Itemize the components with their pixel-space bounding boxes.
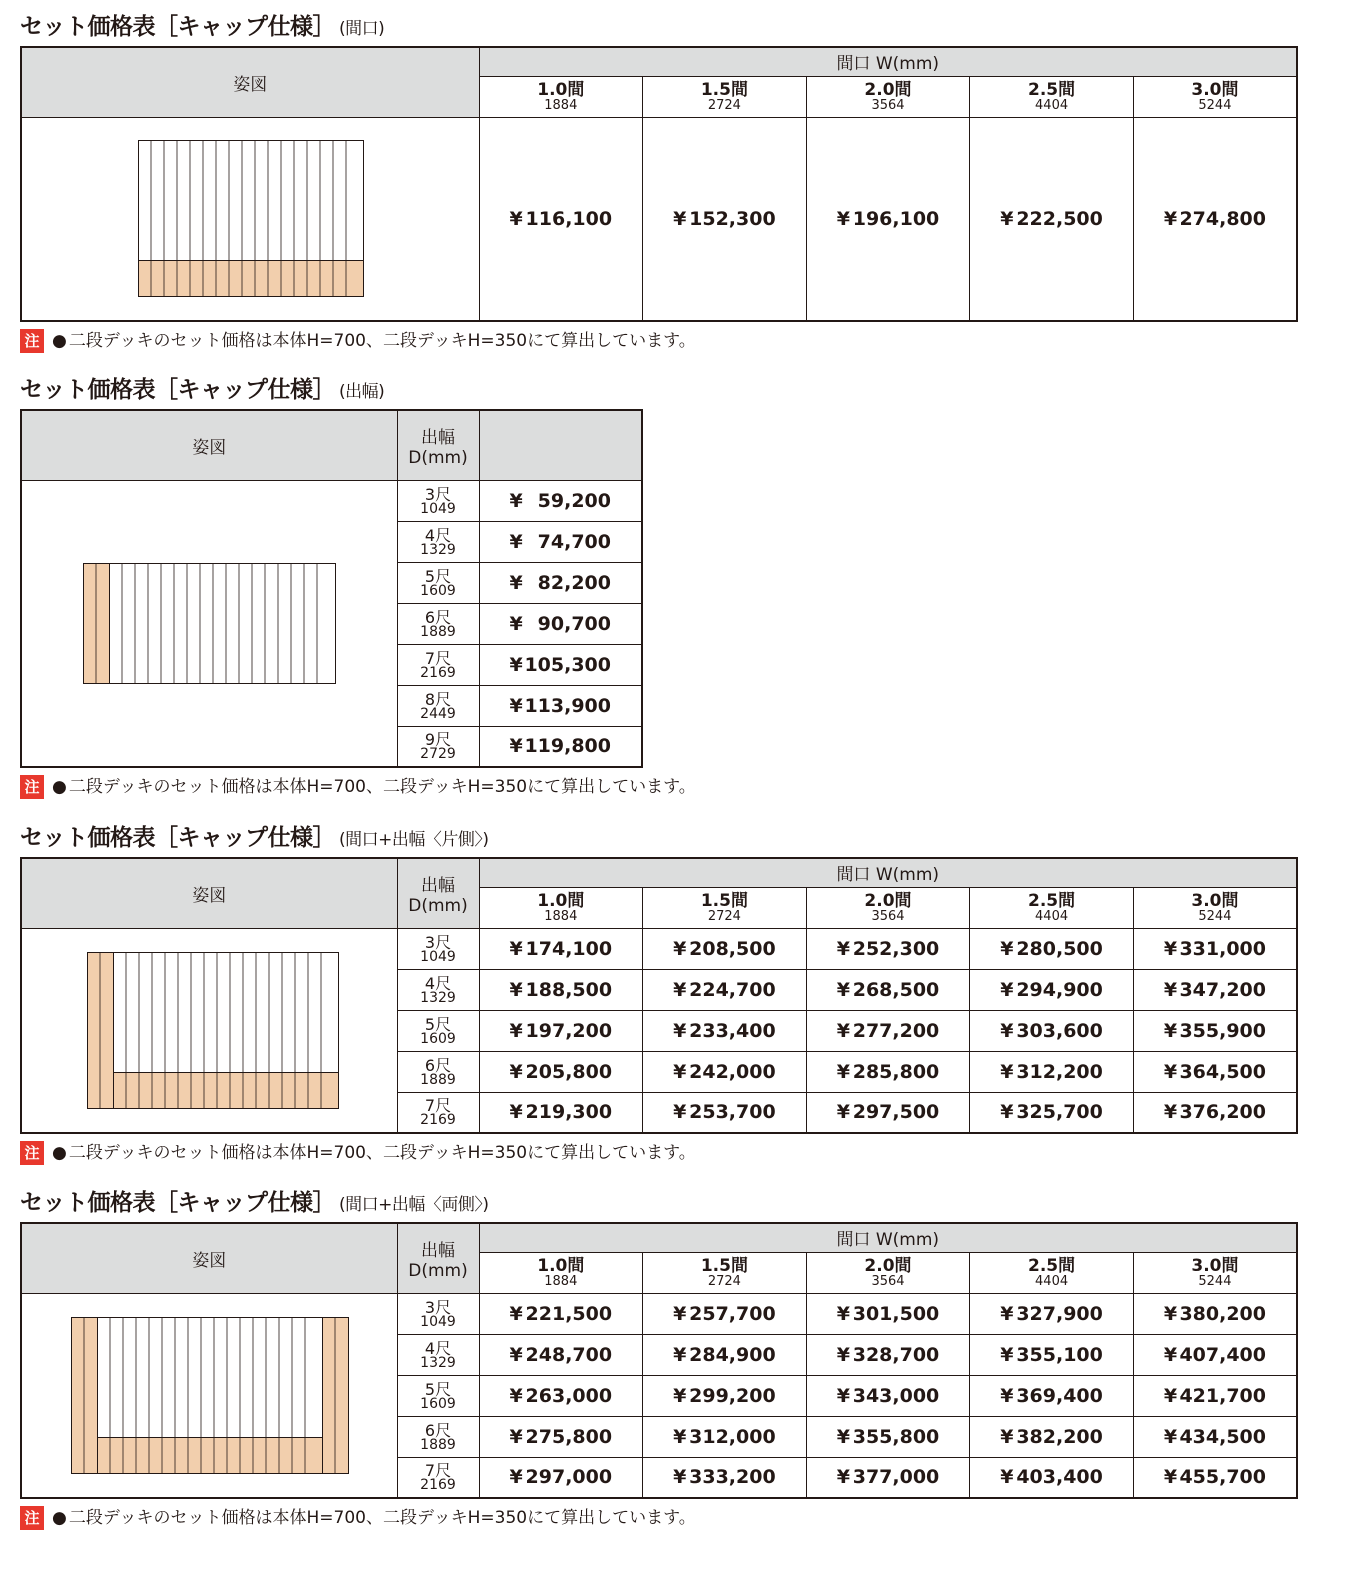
price-cell: ¥ 90,700 — [479, 603, 642, 644]
figure-header: 姿図 — [21, 1223, 397, 1293]
depth-label: 3尺 1049 — [397, 480, 479, 521]
width-col-header: 1.0間 1884 — [479, 887, 643, 928]
width-col-header: 2.0間 3564 — [806, 887, 970, 928]
width-col-header: 2.5間 4404 — [970, 76, 1134, 117]
section-title: セット価格表［キャップ仕様］ (間口) — [20, 14, 385, 40]
price-cell: ¥ 284,900 — [643, 1334, 807, 1375]
price-cell: ¥ 174,100 — [479, 928, 643, 969]
price-cell: ¥ 434,500 — [1133, 1416, 1297, 1457]
price-cell: ¥ 263,000 — [479, 1375, 643, 1416]
price-cell: ¥ 325,700 — [970, 1092, 1134, 1133]
note-mark: 注 — [20, 1141, 44, 1165]
price-cell: ¥ 380,200 — [1133, 1293, 1297, 1334]
depth-header: 出幅 D(mm) — [397, 858, 479, 928]
width-col-header: 3.0間 5244 — [1133, 887, 1297, 928]
width-col-header: 3.0間 5244 — [1133, 76, 1297, 117]
price-cell: ¥ 297,000 — [479, 1457, 643, 1498]
width-col-header: 1.0間 1884 — [479, 1252, 643, 1293]
note-mark: 注 — [20, 1506, 44, 1530]
price-cell: ¥ 119,800 — [479, 726, 642, 767]
price-cell: ¥ 333,200 — [643, 1457, 807, 1498]
price-cell: ¥ 252,300 — [806, 928, 970, 969]
width-col-header: 1.0間 1884 — [479, 76, 643, 117]
price-cell: ¥ 377,000 — [806, 1457, 970, 1498]
price-cell: ¥ 294,900 — [970, 969, 1134, 1010]
price-header — [479, 410, 642, 480]
figure-cell — [21, 480, 397, 767]
note: 注 ● 二段デッキのセット価格は本体H=700、二段デッキH=350にて算出しています。 — [20, 774, 696, 800]
depth-label: 4尺 1329 — [397, 969, 479, 1010]
depth-header: 出幅 D(mm) — [397, 410, 479, 480]
price-cell: ¥ 407,400 — [1133, 1334, 1297, 1375]
note: 注 ● 二段デッキのセット価格は本体H=700、二段デッキH=350にて算出しています。 — [20, 1140, 1298, 1166]
deck-diagram-icon — [71, 1317, 349, 1474]
figure-cell — [21, 1293, 397, 1498]
section-title: セット価格表［キャップ仕様］ (間口+出幅〈両側〉) — [20, 1190, 489, 1216]
price-cell: ¥ 355,800 — [806, 1416, 970, 1457]
price-cell: ¥ 275,800 — [479, 1416, 643, 1457]
price-cell: ¥ 222,500 — [970, 117, 1134, 321]
width-col-header: 1.5間 2724 — [643, 76, 807, 117]
price-cell: ¥ 327,900 — [970, 1293, 1134, 1334]
price-cell: ¥ 312,000 — [643, 1416, 807, 1457]
price-cell: ¥ 196,100 — [806, 117, 970, 321]
depth-label: 6尺 1889 — [397, 1051, 479, 1092]
price-cell: ¥ 297,500 — [806, 1092, 970, 1133]
depth-label: 7尺 2169 — [397, 644, 479, 685]
price-cell: ¥ 299,200 — [643, 1375, 807, 1416]
price-cell: ¥ 285,800 — [806, 1051, 970, 1092]
width-header: 間口 W(mm) — [479, 1223, 1297, 1252]
note-mark: 注 — [20, 775, 44, 799]
section-width-depth-one-side-table — [20, 821, 1298, 1166]
depth-label: 3尺 1049 — [397, 928, 479, 969]
price-cell: ¥ 268,500 — [806, 969, 970, 1010]
price-cell: ¥ 221,500 — [479, 1293, 643, 1334]
section-title: セット価格表［キャップ仕様］ (間口+出幅〈片側〉) — [20, 825, 489, 851]
price-cell: ¥ 257,700 — [643, 1293, 807, 1334]
price-cell: ¥ 455,700 — [1133, 1457, 1297, 1498]
width-col-header: 3.0間 5244 — [1133, 1252, 1297, 1293]
depth-label: 8尺 2449 — [397, 685, 479, 726]
price-cell: ¥ 208,500 — [643, 928, 807, 969]
price-cell: ¥ 82,200 — [479, 562, 642, 603]
price-cell: ¥ 205,800 — [479, 1051, 643, 1092]
price-cell: ¥ 116,100 — [479, 117, 643, 321]
price-cell: ¥ 343,000 — [806, 1375, 970, 1416]
deck-diagram-icon — [87, 952, 339, 1109]
price-cell: ¥ 301,500 — [806, 1293, 970, 1334]
section-title: セット価格表［キャップ仕様］ (出幅) — [20, 377, 385, 403]
width-col-header: 2.0間 3564 — [806, 1252, 970, 1293]
depth-label: 6尺 1889 — [397, 1416, 479, 1457]
width-col-header: 2.0間 3564 — [806, 76, 970, 117]
price-cell: ¥ 382,200 — [970, 1416, 1134, 1457]
price-table — [20, 409, 643, 768]
depth-label: 3尺 1049 — [397, 1293, 479, 1334]
price-cell: ¥ 152,300 — [643, 117, 807, 321]
price-cell: ¥ 233,400 — [643, 1010, 807, 1051]
price-cell: ¥ 188,500 — [479, 969, 643, 1010]
depth-label: 7尺 2169 — [397, 1457, 479, 1498]
price-cell: ¥ 105,300 — [479, 644, 642, 685]
price-cell: ¥ 242,000 — [643, 1051, 807, 1092]
price-cell: ¥ 403,400 — [970, 1457, 1134, 1498]
price-cell: ¥ 355,100 — [970, 1334, 1134, 1375]
depth-label: 6尺 1889 — [397, 603, 479, 644]
figure-header: 姿図 — [21, 47, 479, 117]
depth-label: 5尺 1609 — [397, 1010, 479, 1051]
price-cell: ¥ 347,200 — [1133, 969, 1297, 1010]
price-table — [20, 46, 1298, 322]
width-header: 間口 W(mm) — [479, 858, 1297, 887]
price-cell: ¥ 280,500 — [970, 928, 1134, 969]
price-cell: ¥ 312,200 — [970, 1051, 1134, 1092]
price-cell: ¥ 355,900 — [1133, 1010, 1297, 1051]
price-cell: ¥ 303,600 — [970, 1010, 1134, 1051]
note: 注 ● 二段デッキのセット価格は本体H=700、二段デッキH=350にて算出しています。 — [20, 1505, 1298, 1531]
section-depth-table — [20, 373, 696, 800]
price-cell: ¥ 364,500 — [1133, 1051, 1297, 1092]
price-cell: ¥ 369,400 — [970, 1375, 1134, 1416]
depth-label: 5尺 1609 — [397, 1375, 479, 1416]
depth-label: 7尺 2169 — [397, 1092, 479, 1133]
note-mark: 注 — [20, 329, 44, 353]
figure-cell — [21, 117, 479, 321]
width-col-header: 1.5間 2724 — [643, 887, 807, 928]
price-cell: ¥ 224,700 — [643, 969, 807, 1010]
price-cell: ¥ 248,700 — [479, 1334, 643, 1375]
price-cell: ¥ 331,000 — [1133, 928, 1297, 969]
figure-header: 姿図 — [21, 858, 397, 928]
price-cell: ¥ 376,200 — [1133, 1092, 1297, 1133]
note: 注 ● 二段デッキのセット価格は本体H=700、二段デッキH=350にて算出しています。 — [20, 328, 1298, 354]
deck-diagram-icon — [138, 140, 364, 297]
width-col-header: 2.5間 4404 — [970, 1252, 1134, 1293]
price-cell: ¥ 253,700 — [643, 1092, 807, 1133]
depth-label: 5尺 1609 — [397, 562, 479, 603]
depth-label: 9尺 2729 — [397, 726, 479, 767]
depth-label: 4尺 1329 — [397, 1334, 479, 1375]
width-header: 間口 W(mm) — [479, 47, 1297, 76]
price-cell: ¥ 59,200 — [479, 480, 642, 521]
price-table — [20, 1222, 1298, 1499]
width-col-header: 2.5間 4404 — [970, 887, 1134, 928]
width-col-header: 1.5間 2724 — [643, 1252, 807, 1293]
price-cell: ¥ 277,200 — [806, 1010, 970, 1051]
deck-diagram-icon — [83, 563, 336, 684]
price-cell: ¥ 421,700 — [1133, 1375, 1297, 1416]
section-width-table — [20, 10, 1298, 354]
figure-header: 姿図 — [21, 410, 397, 480]
price-cell: ¥ 197,200 — [479, 1010, 643, 1051]
price-cell: ¥ 274,800 — [1133, 117, 1297, 321]
price-cell: ¥ 113,900 — [479, 685, 642, 726]
price-table — [20, 857, 1298, 1134]
figure-cell — [21, 928, 397, 1133]
depth-label: 4尺 1329 — [397, 521, 479, 562]
section-width-depth-both-sides-table — [20, 1186, 1298, 1531]
depth-header: 出幅 D(mm) — [397, 1223, 479, 1293]
price-cell: ¥ 74,700 — [479, 521, 642, 562]
price-cell: ¥ 328,700 — [806, 1334, 970, 1375]
price-cell: ¥ 219,300 — [479, 1092, 643, 1133]
